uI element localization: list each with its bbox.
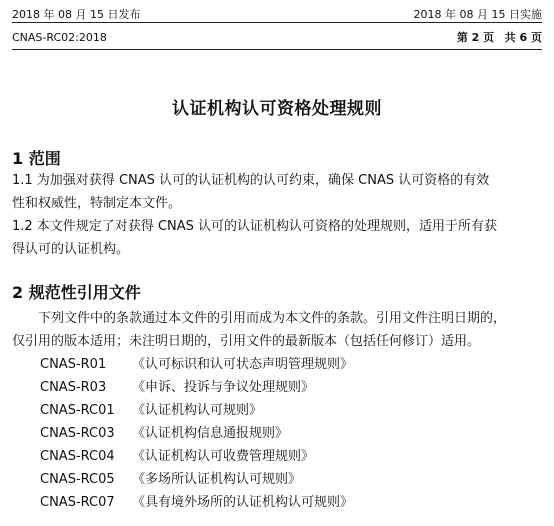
reference-code: CNAS-R03 (40, 380, 107, 395)
reference-title: 《认证机构信息通报规则》 (132, 426, 289, 441)
reference-title: 《具有境外场所的认证机构认可规则》 (132, 495, 354, 510)
section-2-intro-line-2: 仅引用的版本适用；未注明日期的，引用文件的最新版本（包括任何修订）适用。 (12, 334, 481, 349)
section-1-heading: 1 范围 (12, 149, 61, 168)
reference-title: 《认证机构认可收费管理规则》 (132, 449, 315, 464)
reference-title: 《申诉、投诉与争议处理规则》 (132, 380, 315, 395)
reference-item (40, 445, 542, 468)
publish-date: 2018 年 08 月 15 日发布 (12, 8, 141, 21)
reference-title: 《认证机构认可规则》 (132, 403, 263, 418)
section-2-intro-line-1: 下列文件中的条款通过本文件的引用而成为本文件的条款。引用文件注明日期的， (38, 311, 507, 326)
reference-code: CNAS-RC04 (40, 449, 115, 464)
section-2-heading: 2 规范性引用文件 (12, 283, 141, 302)
reference-item (40, 422, 542, 445)
header-dates-row (12, 8, 542, 22)
reference-list (40, 353, 542, 514)
reference-item (40, 376, 542, 399)
reference-title: 《认可标识和认可状态声明管理规则》 (132, 357, 354, 372)
document-code: CNAS-RC02:2018 (12, 31, 107, 44)
section-1-para-2-line-1: 1.2 本文件规定了对获得 CNAS 认可的认证机构认可资格的处理规则，适用于所有获 (12, 219, 498, 234)
reference-title: 《多场所认证机构认可规则》 (132, 472, 302, 487)
document-title: 认证机构认可资格处理规则 (172, 99, 382, 119)
reference-code: CNAS-RC01 (40, 403, 115, 418)
reference-code: CNAS-R01 (40, 357, 107, 372)
reference-item (40, 491, 542, 514)
header-divider-top (12, 22, 542, 23)
header-divider-bottom (12, 49, 542, 50)
page-total: 共 6 页 (504, 31, 542, 44)
reference-code: CNAS-RC07 (40, 495, 115, 510)
header-code-row (12, 31, 542, 49)
page-indicator (457, 31, 542, 45)
reference-code: CNAS-RC05 (40, 472, 115, 487)
reference-item (40, 468, 542, 491)
reference-item (40, 399, 542, 422)
reference-code: CNAS-RC03 (40, 426, 115, 441)
page-current: 第 2 页 (456, 31, 495, 44)
section-1-para-1-line-2: 性和权威性，特制定本文件。 (12, 196, 182, 211)
section-1-para-2-line-2: 得认可的认证机构。 (12, 242, 130, 257)
reference-item (40, 353, 542, 376)
effective-date: 2018 年 08 月 15 日实施 (413, 8, 542, 21)
section-1-para-1-line-1: 1.1 为加强对获得 CNAS 认可的认证机构的认可约束，确保 CNAS 认可资格的有效 (12, 173, 490, 188)
